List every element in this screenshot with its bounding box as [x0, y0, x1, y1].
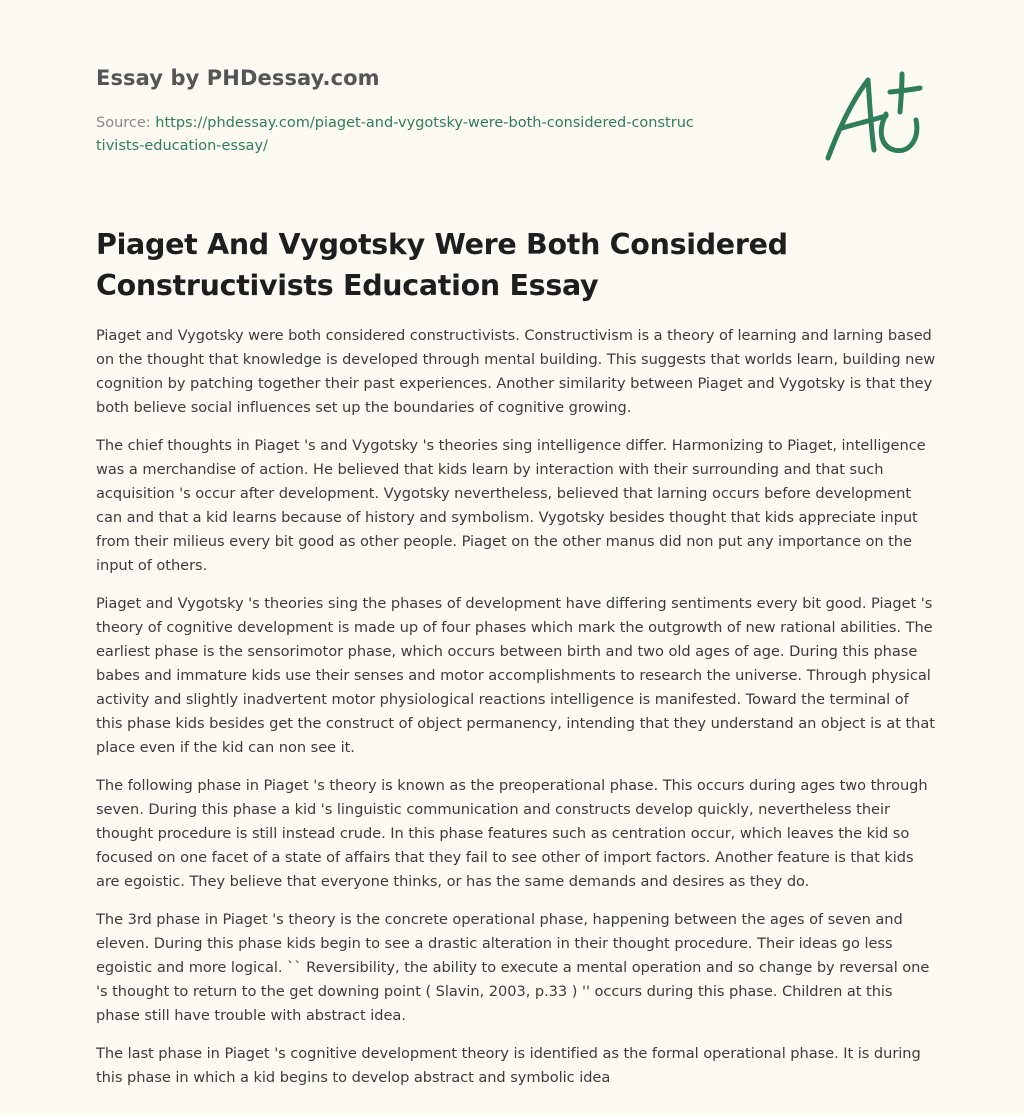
essay-paragraph: Piaget and Vygotsky 's theories sing the phases of development have differing sentiments every bit good. Piaget 's theory of cognitive development is made up of four phases which mark the outgrowth of new rational abilities. The earliest phase is the sensorimotor phase, which occurs between birth and two old ages of age. During this phase babes and immature kids use their senses and motor accomplishments to research the universe. Through physical activity and slightly inadvertent motor physiological reactions intelligence is manifested. Toward the terminal of this phase kids besides get the construct of object permanency, intending that they understand an object is at that place even if the kid can non see it. — [96, 595, 935, 756]
essay-paragraph: The following phase in Piaget 's theory is known as the preoperational phase. This occurs during ages two through seven. During this phase a kid 's linguistic communication and constructs develop quickly, nevertheless their thought procedure is still instead crude. In this phase features such as centration occur, which leaves the kid so focused on one facet of a state of affairs that they fail to see other of import factors. Another feature is that kids are egoistic. They believe that everyone thinks, or has the same demands and desires as they do. — [96, 777, 928, 890]
source-link[interactable]: https://phdessay.com/piaget-and-vygotsky-were-both-considered-constructivists-education-essay/ — [96, 115, 694, 154]
source-line — [96, 112, 696, 158]
essay-paragraph: The chief thoughts in Piaget 's and Vygotsky 's theories sing intelligence differ. Harmonizing to Piaget, intelligence was a merchandise of action. He believed that kids learn by interaction with their surrounding and that such acquisition 's occur after development. Vygotsky nevertheless, believed that larning occurs before development can and that a kid learns because of history and symbolism. Vygotsky besides thought that kids appreciate input from their milieus every bit good as other people. Piaget on the other manus did non put any importance on the input of others. — [96, 437, 926, 574]
essay-paragraph: Piaget and Vygotsky were both considered constructivists. Constructivism is a theory of learning and larning based on the thought that knowledge is developed through mental building. This suggests that worlds learn, building new cognition by patching together their past experiences. Another similarity between Piaget and Vygotsky is that they both believe social influences set up the boundaries of cognitive growing. — [96, 327, 936, 416]
essay-paragraph: The last phase in Piaget 's cognitive development theory is identified as the formal operational phase. It is during this phase in which a kid begins to develop abstract and symbolic idea — [96, 1045, 921, 1086]
essay-paragraph: The 3rd phase in Piaget 's theory is the concrete operational phase, happening between the ages of seven and eleven. During this phase kids begin to see a drastic alteration in their thought procedure. Their ideas go less egoistic and more logical. `` Reversibility, the ability to execute a mental operation and so change by reversal one 's thought to return to the get downing point ( Slavin, 2003, p.33 ) '' occurs during this phase. Children at this phase still have trouble with abstract idea. — [96, 911, 930, 1024]
essay-body — [96, 324, 936, 1104]
site-brand: Essay by PHDessay.com — [96, 66, 380, 90]
a-plus-grade-icon — [820, 66, 930, 166]
essay-title: Piaget And Vygotsky Were Both Considered Constructivists Education Essay — [96, 228, 788, 302]
source-label: Source: — [96, 115, 156, 131]
